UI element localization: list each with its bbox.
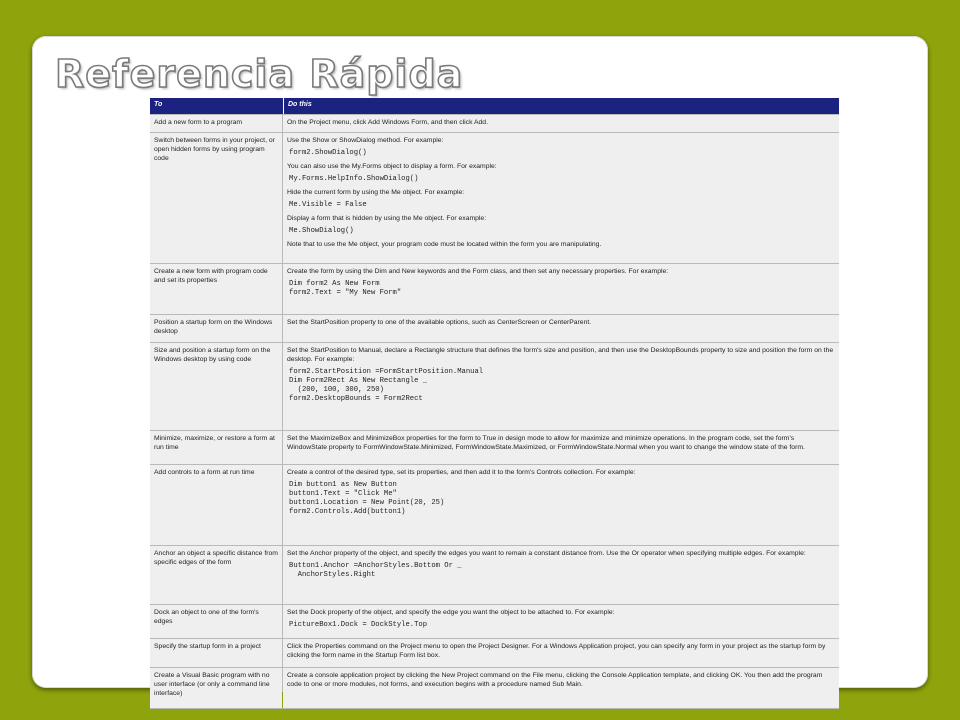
cell-do-this: [283, 264, 839, 314]
table-row: [150, 605, 839, 639]
description-text: Create a console application project by clicking the New Project command on the File menu, clicking the Console Application template, and clicking OK. You then add the program code to one or more modules, not forms, and execution begins with a procedure named Sub Main.: [287, 672, 823, 688]
description-text: Create the form by using the Dim and New keywords and the Form class, and then set any necessary properties. For example:: [287, 268, 669, 275]
cell-to: Dock an object to one of the form's edges: [150, 605, 282, 638]
description-text: Create a control of the desired type, set its properties, and then add it to the form's Controls collection. For example:: [287, 469, 636, 476]
cell-to: Add controls to a form at run time: [150, 465, 282, 545]
description-text: Set the StartPosition to Manual, declare a Rectangle structure that defines the form's size and position, and then use the DesktopBounds property to size and position the form on the desktop. For example:: [287, 347, 834, 363]
code-sample: Me.Visible = False: [289, 201, 367, 209]
description-text: Display a form that is hidden by using the Me object. For example:: [287, 215, 487, 222]
cell-to: Add a new form to a program: [150, 115, 282, 132]
cell-do-this: [283, 639, 839, 667]
cell-do-this: [283, 431, 839, 464]
code-sample: PictureBox1.Dock = DockStyle.Top: [289, 621, 428, 629]
cell-to: Specify the startup form in a project: [150, 639, 282, 667]
table-row: [150, 264, 839, 315]
description-text: Set the StartPosition property to one of the available options, such as CenterScreen or CenterParent.: [287, 319, 592, 326]
code-sample: Dim form2 As New Form form2.Text = "My New Form": [289, 280, 402, 297]
code-sample: Dim button1 as New Button button1.Text = "Click Me" button1.Location = New Point(20, 25) form2.Controls.Add(button1): [289, 481, 445, 516]
code-sample: form2.ShowDialog(): [289, 149, 367, 157]
cell-do-this: [283, 605, 839, 638]
cell-do-this: [283, 546, 839, 604]
cell-to: Switch between forms in your project, or open hidden forms by using program code: [150, 133, 282, 263]
code-sample: Button1.Anchor =AnchorStyles.Bottom Or _ AnchorStyles.Right: [289, 562, 462, 579]
cell-do-this: [283, 315, 839, 342]
cell-to: Create a Visual Basic program with no user interface (or only a command line interface): [150, 668, 282, 708]
cell-do-this: [283, 668, 839, 708]
table-row: [150, 115, 839, 133]
cell-do-this: [283, 115, 839, 132]
code-sample: My.Forms.HelpInfo.ShowDialog(): [289, 175, 419, 183]
table-body: [150, 115, 839, 709]
description-text: Set the Anchor property of the object, and specify the edges you want to remain a constant distance from. Use the Or operator when specifying multiple edges. For example:: [287, 550, 806, 557]
reference-table: [150, 98, 839, 697]
table-row: [150, 343, 839, 431]
header-to: To: [154, 101, 163, 108]
table-header: [150, 98, 839, 115]
table-row: [150, 315, 839, 343]
code-sample: Me.ShowDialog(): [289, 227, 354, 235]
table-row: [150, 668, 839, 709]
cell-to: Size and position a startup form on the Windows desktop by using code: [150, 343, 282, 430]
cell-to: Create a new form with program code and set its properties: [150, 264, 282, 314]
cell-to: Minimize, maximize, or restore a form at run time: [150, 431, 282, 464]
table-row: [150, 431, 839, 465]
cell-do-this: [283, 465, 839, 545]
table-row: [150, 133, 839, 264]
slide-title: Referencia Rápida: [55, 52, 464, 96]
cell-do-this: [283, 133, 839, 263]
header-do-this: Do this: [283, 98, 839, 114]
cell-to: Anchor an object a specific distance from specific edges of the form: [150, 546, 282, 604]
description-text: Click the Properties command on the Project menu to open the Project Designer. For a Windows Application project, you can specify any form in your project as the startup form by clicking the form name in the Startup Form list box.: [287, 643, 826, 659]
description-text: Set the MaximizeBox and MinimizeBox properties for the form to True in design mode to allow for maximize and minimize operations. In the program code, set the form's WindowState property to FormWindowState.Minimized, FormWindowState.Maximized, or FormWindowState.Normal when you want to change the window state of the form.: [287, 435, 805, 451]
description-text: On the Project menu, click Add Windows Form, and then click Add.: [287, 119, 488, 126]
table-row: [150, 546, 839, 605]
description-text: Hide the current form by using the Me object. For example:: [287, 189, 465, 196]
table-row: [150, 639, 839, 668]
cell-to: Position a startup form on the Windows desktop: [150, 315, 282, 342]
description-text: Note that to use the Me object, your program code must be located within the form you are manipulating.: [287, 241, 602, 248]
description-text: Use the Show or ShowDialog method. For example:: [287, 137, 444, 144]
description-text: You can also use the My.Forms object to display a form. For example:: [287, 163, 497, 170]
cell-do-this: [283, 343, 839, 430]
description-text: Set the Dock property of the object, and specify the edge you want the object to be attached to. For example:: [287, 609, 615, 616]
table-row: [150, 465, 839, 546]
code-sample: form2.StartPosition =FormStartPosition.Manual Dim Form2Rect As New Rectangle _ (200, 100, 300, 250) form2.DesktopBounds = Form2Rect: [289, 368, 484, 403]
